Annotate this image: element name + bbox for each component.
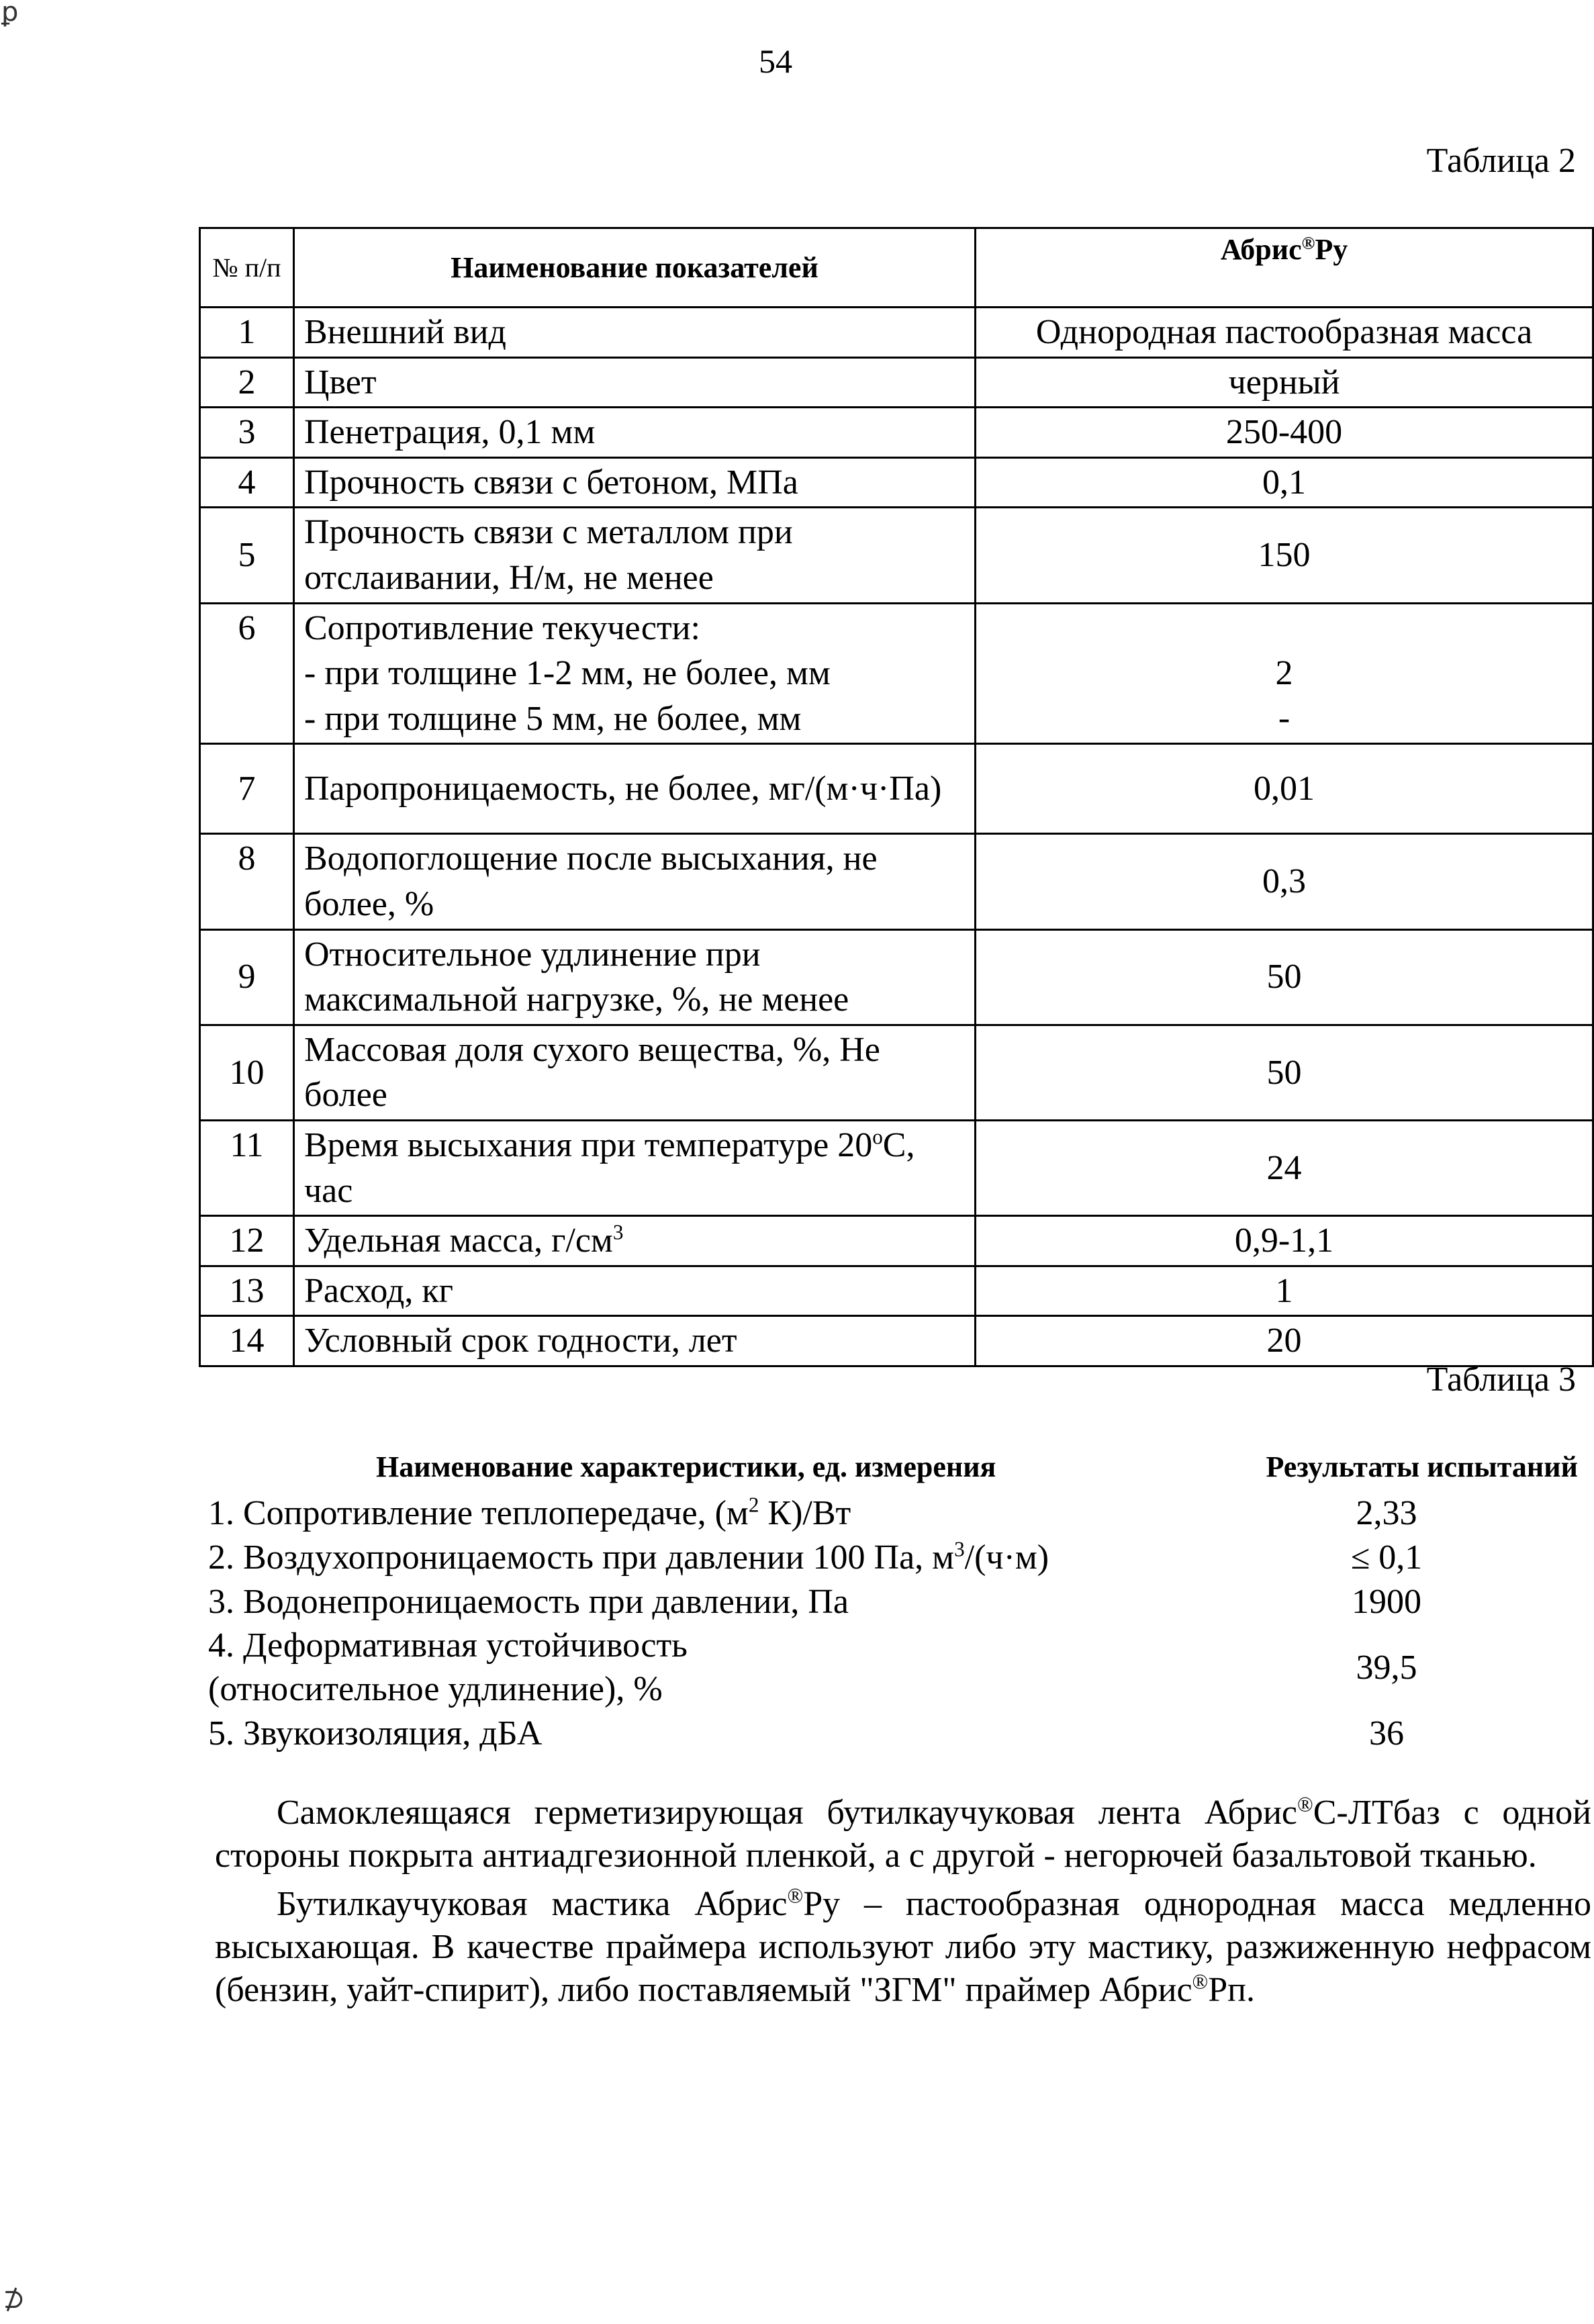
- table-row: [200, 603, 1593, 744]
- row-name: 3. Водонепроницаемость при давлении, Па: [208, 1582, 849, 1621]
- row-name: [208, 1491, 1195, 1535]
- row-value: 0,1: [976, 457, 1593, 508]
- row-value: 24: [976, 1120, 1593, 1215]
- row-number: 14: [200, 1316, 294, 1366]
- row-value: 0,01: [976, 744, 1593, 834]
- registered-mark: ®: [1192, 1969, 1209, 1994]
- row-number: 8: [200, 834, 294, 929]
- row-name-end: С, час: [304, 1125, 915, 1210]
- table-row: [208, 1535, 1578, 1579]
- row-name: Относительное удлинение при максимальной нагрузке, %, не менее: [294, 929, 976, 1025]
- table-row: [200, 744, 1593, 834]
- paragraph-2-middle: Ру – пастообразная однородная масса медленно высыхающая. В качестве праймера используют либо эту мастику, разжиженную нефрасом (бензин, уайт-спирит), либо поставляемый "ЗГМ" праймер Абрис: [215, 1885, 1591, 2009]
- degree-superscript: о: [872, 1125, 883, 1149]
- row-value: 39,5: [1356, 1648, 1417, 1687]
- row-number: 6: [200, 603, 294, 744]
- row-name: Паропроницаемость, не более, мг/(м·ч·Па): [294, 744, 976, 834]
- row-number: 13: [200, 1266, 294, 1316]
- row-number: 7: [200, 744, 294, 834]
- table-row: [200, 1316, 1593, 1366]
- row-number: 10: [200, 1025, 294, 1120]
- row-value-line-2: 2: [1275, 653, 1293, 692]
- row-name: Расход, кг: [294, 1266, 976, 1316]
- row-value: 20: [976, 1316, 1593, 1366]
- header-results: Результаты испытаний: [1266, 1450, 1578, 1483]
- row-name: Пенетрация, 0,1 мм: [294, 408, 976, 458]
- page-number: 54: [759, 42, 792, 80]
- table-row: [208, 1624, 1578, 1711]
- corner-mark-top: ꝑ: [1, 0, 19, 27]
- table-row: [208, 1579, 1578, 1624]
- row-value: 50: [976, 929, 1593, 1025]
- row-value: Однородная пастообразная масса: [976, 308, 1593, 358]
- table-row: [200, 508, 1593, 603]
- row-name: [294, 1120, 976, 1215]
- row-number: 2: [200, 357, 294, 408]
- header-product-suffix: Ру: [1315, 233, 1348, 266]
- square-superscript: 2: [748, 1493, 759, 1517]
- cube-superscript: 3: [954, 1537, 965, 1561]
- row-name-end: К)/Вт: [759, 1493, 851, 1532]
- row-name-text: 2. Воздухопроницаемость при давлении 100 Па, м: [208, 1538, 955, 1577]
- table-row: [200, 1025, 1593, 1120]
- row-name: 4. Деформативная устойчивость (относительное удлинение), %: [208, 1626, 688, 1708]
- row-name-text: Время высыхания при температуре 20: [304, 1125, 873, 1164]
- table-row: [200, 834, 1593, 929]
- row-name: Водопоглощение после высыхания, не более, %: [294, 834, 976, 929]
- paragraph-2: [215, 1883, 1591, 2012]
- table-row: [200, 457, 1593, 508]
- table-2-caption: Таблица 2: [1426, 142, 1576, 180]
- row-name: Прочность связи с металлом при отслаивании, Н/м, не менее: [294, 508, 976, 603]
- row-name: Массовая доля сухого вещества, %, Не более: [294, 1025, 976, 1120]
- row-number: 3: [200, 408, 294, 458]
- header-num: № п/п: [200, 228, 294, 308]
- row-name: Цвет: [294, 357, 976, 408]
- row-number: 5: [200, 508, 294, 603]
- table-row: [200, 1216, 1593, 1266]
- row-value: 50: [976, 1025, 1593, 1120]
- row-name: Внешний вид: [294, 308, 976, 358]
- row-value-line-1: [986, 606, 1583, 651]
- header-product-name: Абрис: [1220, 233, 1302, 266]
- row-number: 12: [200, 1216, 294, 1266]
- row-value: [976, 603, 1593, 744]
- table-3-header-row: [208, 1448, 1578, 1491]
- table-row: [200, 357, 1593, 408]
- table-2-header-row: [200, 228, 1593, 308]
- paragraph-2-end: Рп.: [1208, 1971, 1255, 2009]
- row-name: [294, 1216, 976, 1266]
- table-row: [200, 1266, 1593, 1316]
- body-text: [215, 1792, 1591, 2017]
- cube-superscript: 3: [612, 1220, 624, 1244]
- row-number: 4: [200, 457, 294, 508]
- row-number: 9: [200, 929, 294, 1025]
- row-name: [208, 1535, 1195, 1579]
- header-product: [976, 228, 1593, 308]
- row-number: 1: [200, 308, 294, 358]
- row-name-text: Удельная масса, г/см: [304, 1221, 613, 1260]
- table-row: [200, 1120, 1593, 1215]
- row-value: 2,33: [1356, 1493, 1417, 1532]
- row-name-end: /(ч·м): [964, 1538, 1049, 1577]
- row-value: 36: [1369, 1714, 1404, 1753]
- table-row: [208, 1711, 1578, 1755]
- row-name-line-3: - при толщине 5 мм, не более, мм: [304, 699, 802, 738]
- row-value-line-3: -: [1278, 699, 1291, 738]
- paragraph-1: [215, 1792, 1591, 1877]
- row-name: [294, 603, 976, 744]
- row-value: ≤ 0,1: [1350, 1538, 1423, 1577]
- row-name-line-1: Сопротивление текучести:: [304, 608, 700, 647]
- table-3: [208, 1448, 1578, 1755]
- row-value: 1: [976, 1266, 1593, 1316]
- paragraph-2-start: Бутилкаучуковая мастика Абрис: [277, 1885, 788, 1923]
- row-value: 150: [976, 508, 1593, 603]
- header-characteristic: Наименование характеристики, ед. измерения: [376, 1450, 996, 1483]
- registered-mark: ®: [1301, 232, 1315, 253]
- row-name: Прочность связи с бетоном, МПа: [294, 457, 976, 508]
- row-value: 0,9-1,1: [976, 1216, 1593, 1266]
- registered-mark: ®: [1297, 1792, 1313, 1816]
- row-value: 0,3: [976, 834, 1593, 929]
- paragraph-1-end: С-ЛТбаз с одной стороны покрыта антиадгезионной пленкой, а с другой - негорючей базальтовой тканью.: [215, 1794, 1591, 1875]
- row-value: черный: [976, 357, 1593, 408]
- row-name-line-2: - при толщине 1-2 мм, не более, мм: [304, 654, 831, 693]
- table-row: [200, 308, 1593, 358]
- row-name: 5. Звукоизоляция, дБА: [208, 1714, 543, 1753]
- table-row: [200, 929, 1593, 1025]
- row-name-text: 1. Сопротивление теплопередаче, (м: [208, 1493, 749, 1532]
- row-name: Условный срок годности, лет: [294, 1316, 976, 1366]
- table-row: [200, 408, 1593, 458]
- header-name: Наименование показателей: [294, 228, 976, 308]
- registered-mark: ®: [787, 1884, 804, 1908]
- table-3-caption: Таблица 3: [1426, 1360, 1576, 1399]
- table-row: [208, 1491, 1578, 1535]
- row-number: 11: [200, 1120, 294, 1215]
- row-value: 1900: [1352, 1582, 1421, 1621]
- paragraph-1-start: Самоклеящаяся герметизирующая бутилкаучуковая лента Абрис: [277, 1794, 1298, 1832]
- table-2: [199, 227, 1594, 1367]
- row-value: 250-400: [976, 408, 1593, 458]
- corner-mark-bottom: ⊅: [3, 2284, 26, 2314]
